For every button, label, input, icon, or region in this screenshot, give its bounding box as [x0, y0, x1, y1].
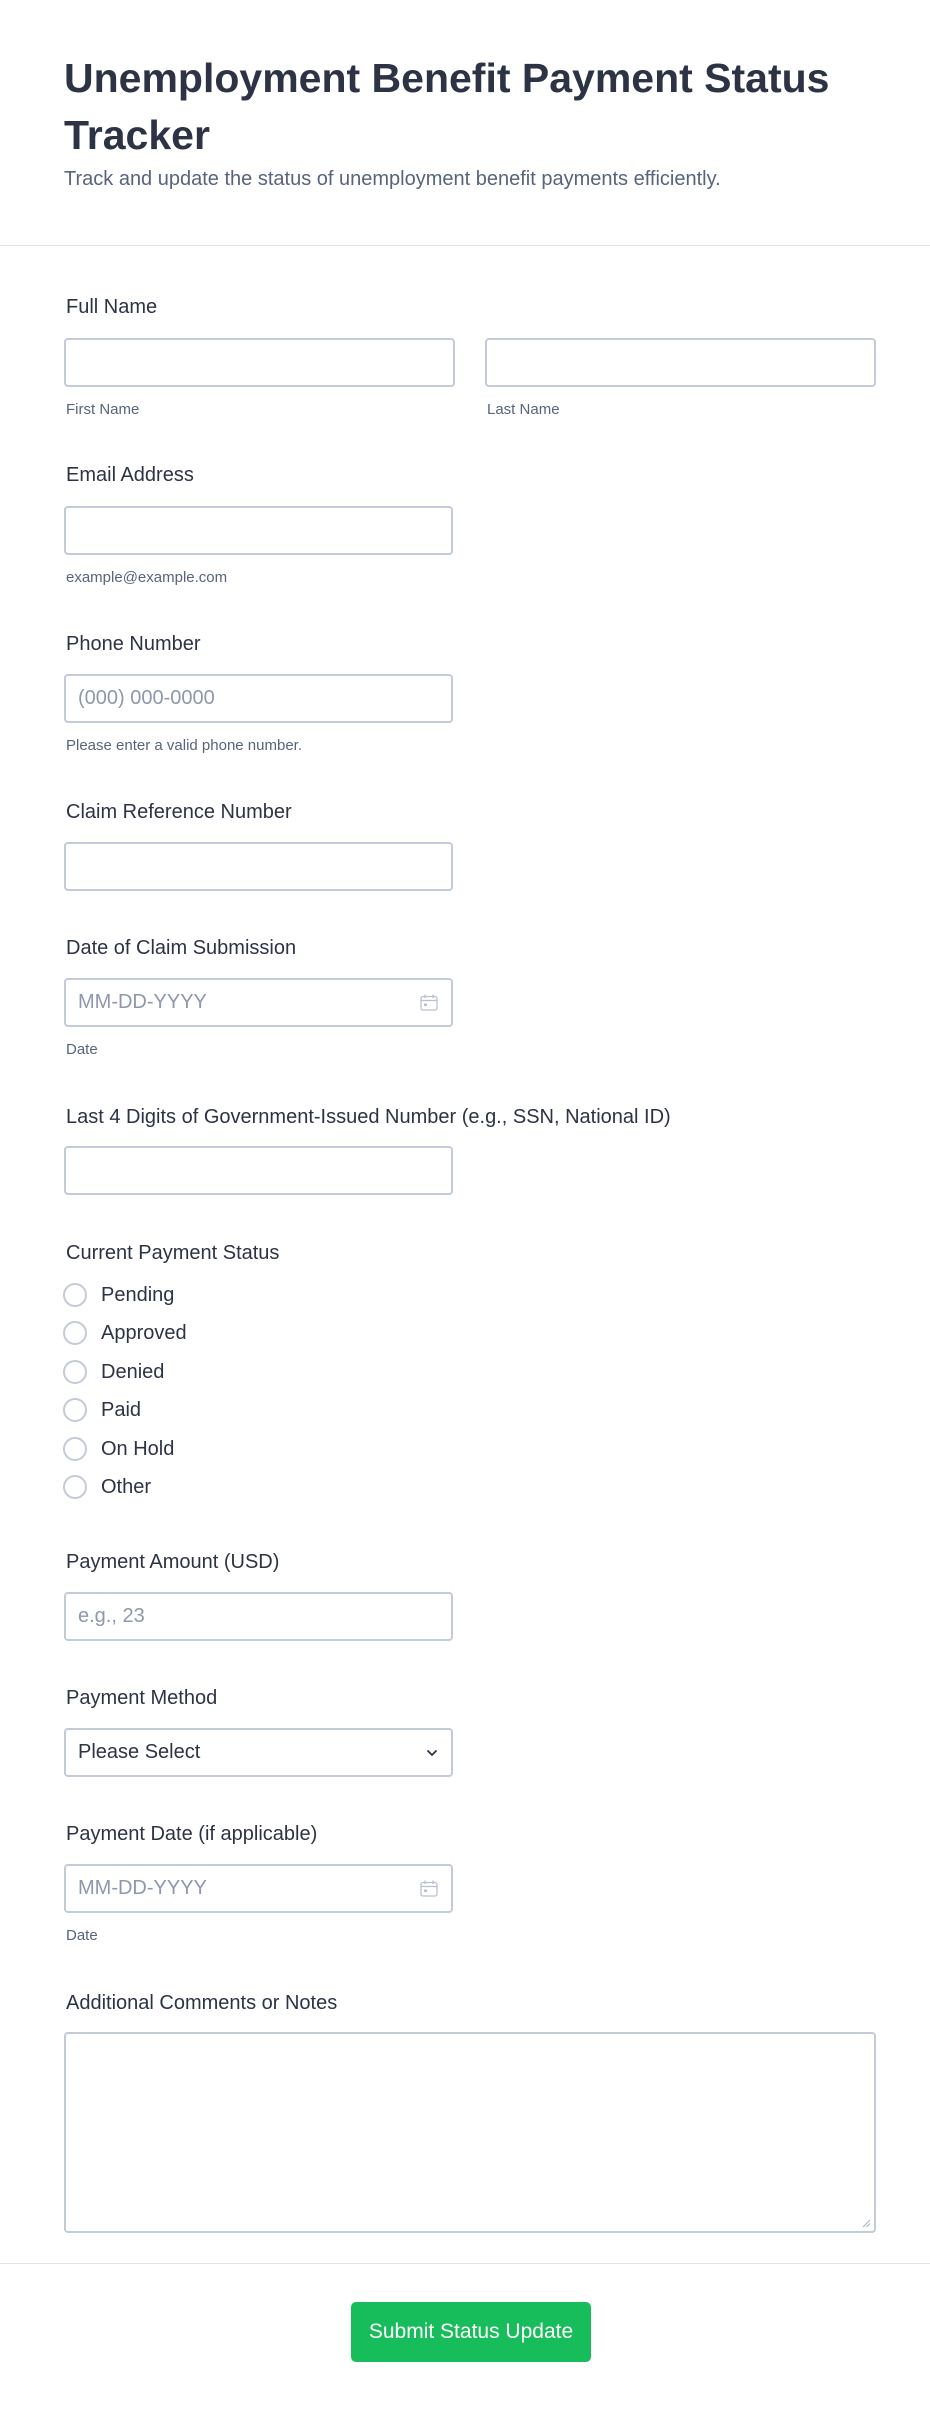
email-sublabel: example@example.com — [66, 569, 228, 586]
radio-label: Other — [101, 1475, 152, 1498]
resize-handle-icon[interactable] — [861, 2218, 871, 2228]
submit-button[interactable]: Submit Status Update — [351, 2302, 591, 2362]
full-name-label: Full Name — [66, 296, 158, 318]
calendar-icon[interactable] — [420, 1880, 438, 1897]
radio-label: Denied — [101, 1360, 165, 1383]
page-subtitle: Track and update the status of unemployment benefit payments efficiently. — [64, 168, 721, 190]
radio-denied[interactable] — [63, 1358, 164, 1386]
email-label: Email Address — [66, 464, 194, 486]
gov-id-label: Last 4 Digits of Government-Issued Number (e.g., SSN, National ID) — [66, 1106, 671, 1128]
payment-date-label: Payment Date (if applicable) — [66, 1823, 318, 1845]
page-title: Unemployment Benefit Payment Status Tracker — [64, 55, 830, 158]
payment-date-sublabel: Date — [66, 1927, 98, 1944]
payment-date-placeholder: MM-DD-YYYY — [78, 1877, 207, 1899]
radio-circle[interactable] — [63, 1321, 87, 1345]
radio-on-hold[interactable] — [63, 1435, 174, 1463]
last-name-sublabel: Last Name — [487, 401, 560, 418]
amount-label: Payment Amount (USD) — [66, 1551, 280, 1573]
radio-pending[interactable] — [63, 1281, 174, 1309]
claim-date-sublabel: Date — [66, 1041, 98, 1058]
payment-method-select[interactable] — [64, 1728, 453, 1777]
amount-placeholder: e.g., 23 — [78, 1605, 145, 1627]
radio-circle[interactable] — [63, 1398, 87, 1422]
method-label: Payment Method — [66, 1687, 218, 1709]
radio-label: Paid — [101, 1398, 142, 1421]
payment-date-input[interactable] — [64, 1864, 453, 1913]
radio-label: Pending — [101, 1283, 175, 1306]
form-header — [0, 0, 930, 246]
claim-ref-label: Claim Reference Number — [66, 801, 292, 823]
radio-circle[interactable] — [63, 1360, 87, 1384]
calendar-icon[interactable] — [420, 994, 438, 1011]
first-name-sublabel: First Name — [66, 401, 140, 418]
comments-label: Additional Comments or Notes — [66, 1992, 338, 2014]
form-footer — [0, 2263, 930, 2410]
first-name-input[interactable] — [64, 338, 455, 387]
payment-method-value: Please Select — [78, 1741, 201, 1763]
radio-circle[interactable] — [63, 1475, 87, 1499]
chevron-down-icon — [425, 1746, 439, 1760]
radio-approved[interactable] — [63, 1319, 187, 1347]
radio-other[interactable] — [63, 1473, 151, 1501]
comments-textarea[interactable] — [64, 2032, 876, 2233]
last-name-input[interactable] — [485, 338, 876, 387]
phone-placeholder: (000) 000-0000 — [78, 687, 215, 709]
radio-circle[interactable] — [63, 1437, 87, 1461]
email-field[interactable] — [64, 506, 453, 555]
phone-input[interactable] — [64, 674, 453, 723]
radio-label: Approved — [101, 1321, 187, 1344]
payment-status-label: Current Payment Status — [66, 1242, 280, 1264]
phone-sublabel: Please enter a valid phone number. — [66, 737, 302, 754]
amount-input[interactable] — [64, 1592, 453, 1641]
phone-label: Phone Number — [66, 633, 201, 655]
gov-id-input[interactable] — [64, 1146, 453, 1195]
claim-date-label: Date of Claim Submission — [66, 937, 297, 959]
claim-date-input[interactable] — [64, 978, 453, 1027]
radio-paid[interactable] — [63, 1396, 141, 1424]
radio-label: On Hold — [101, 1437, 175, 1460]
claim-date-placeholder: MM-DD-YYYY — [78, 991, 207, 1013]
claim-ref-input[interactable] — [64, 842, 453, 891]
radio-circle[interactable] — [63, 1283, 87, 1307]
